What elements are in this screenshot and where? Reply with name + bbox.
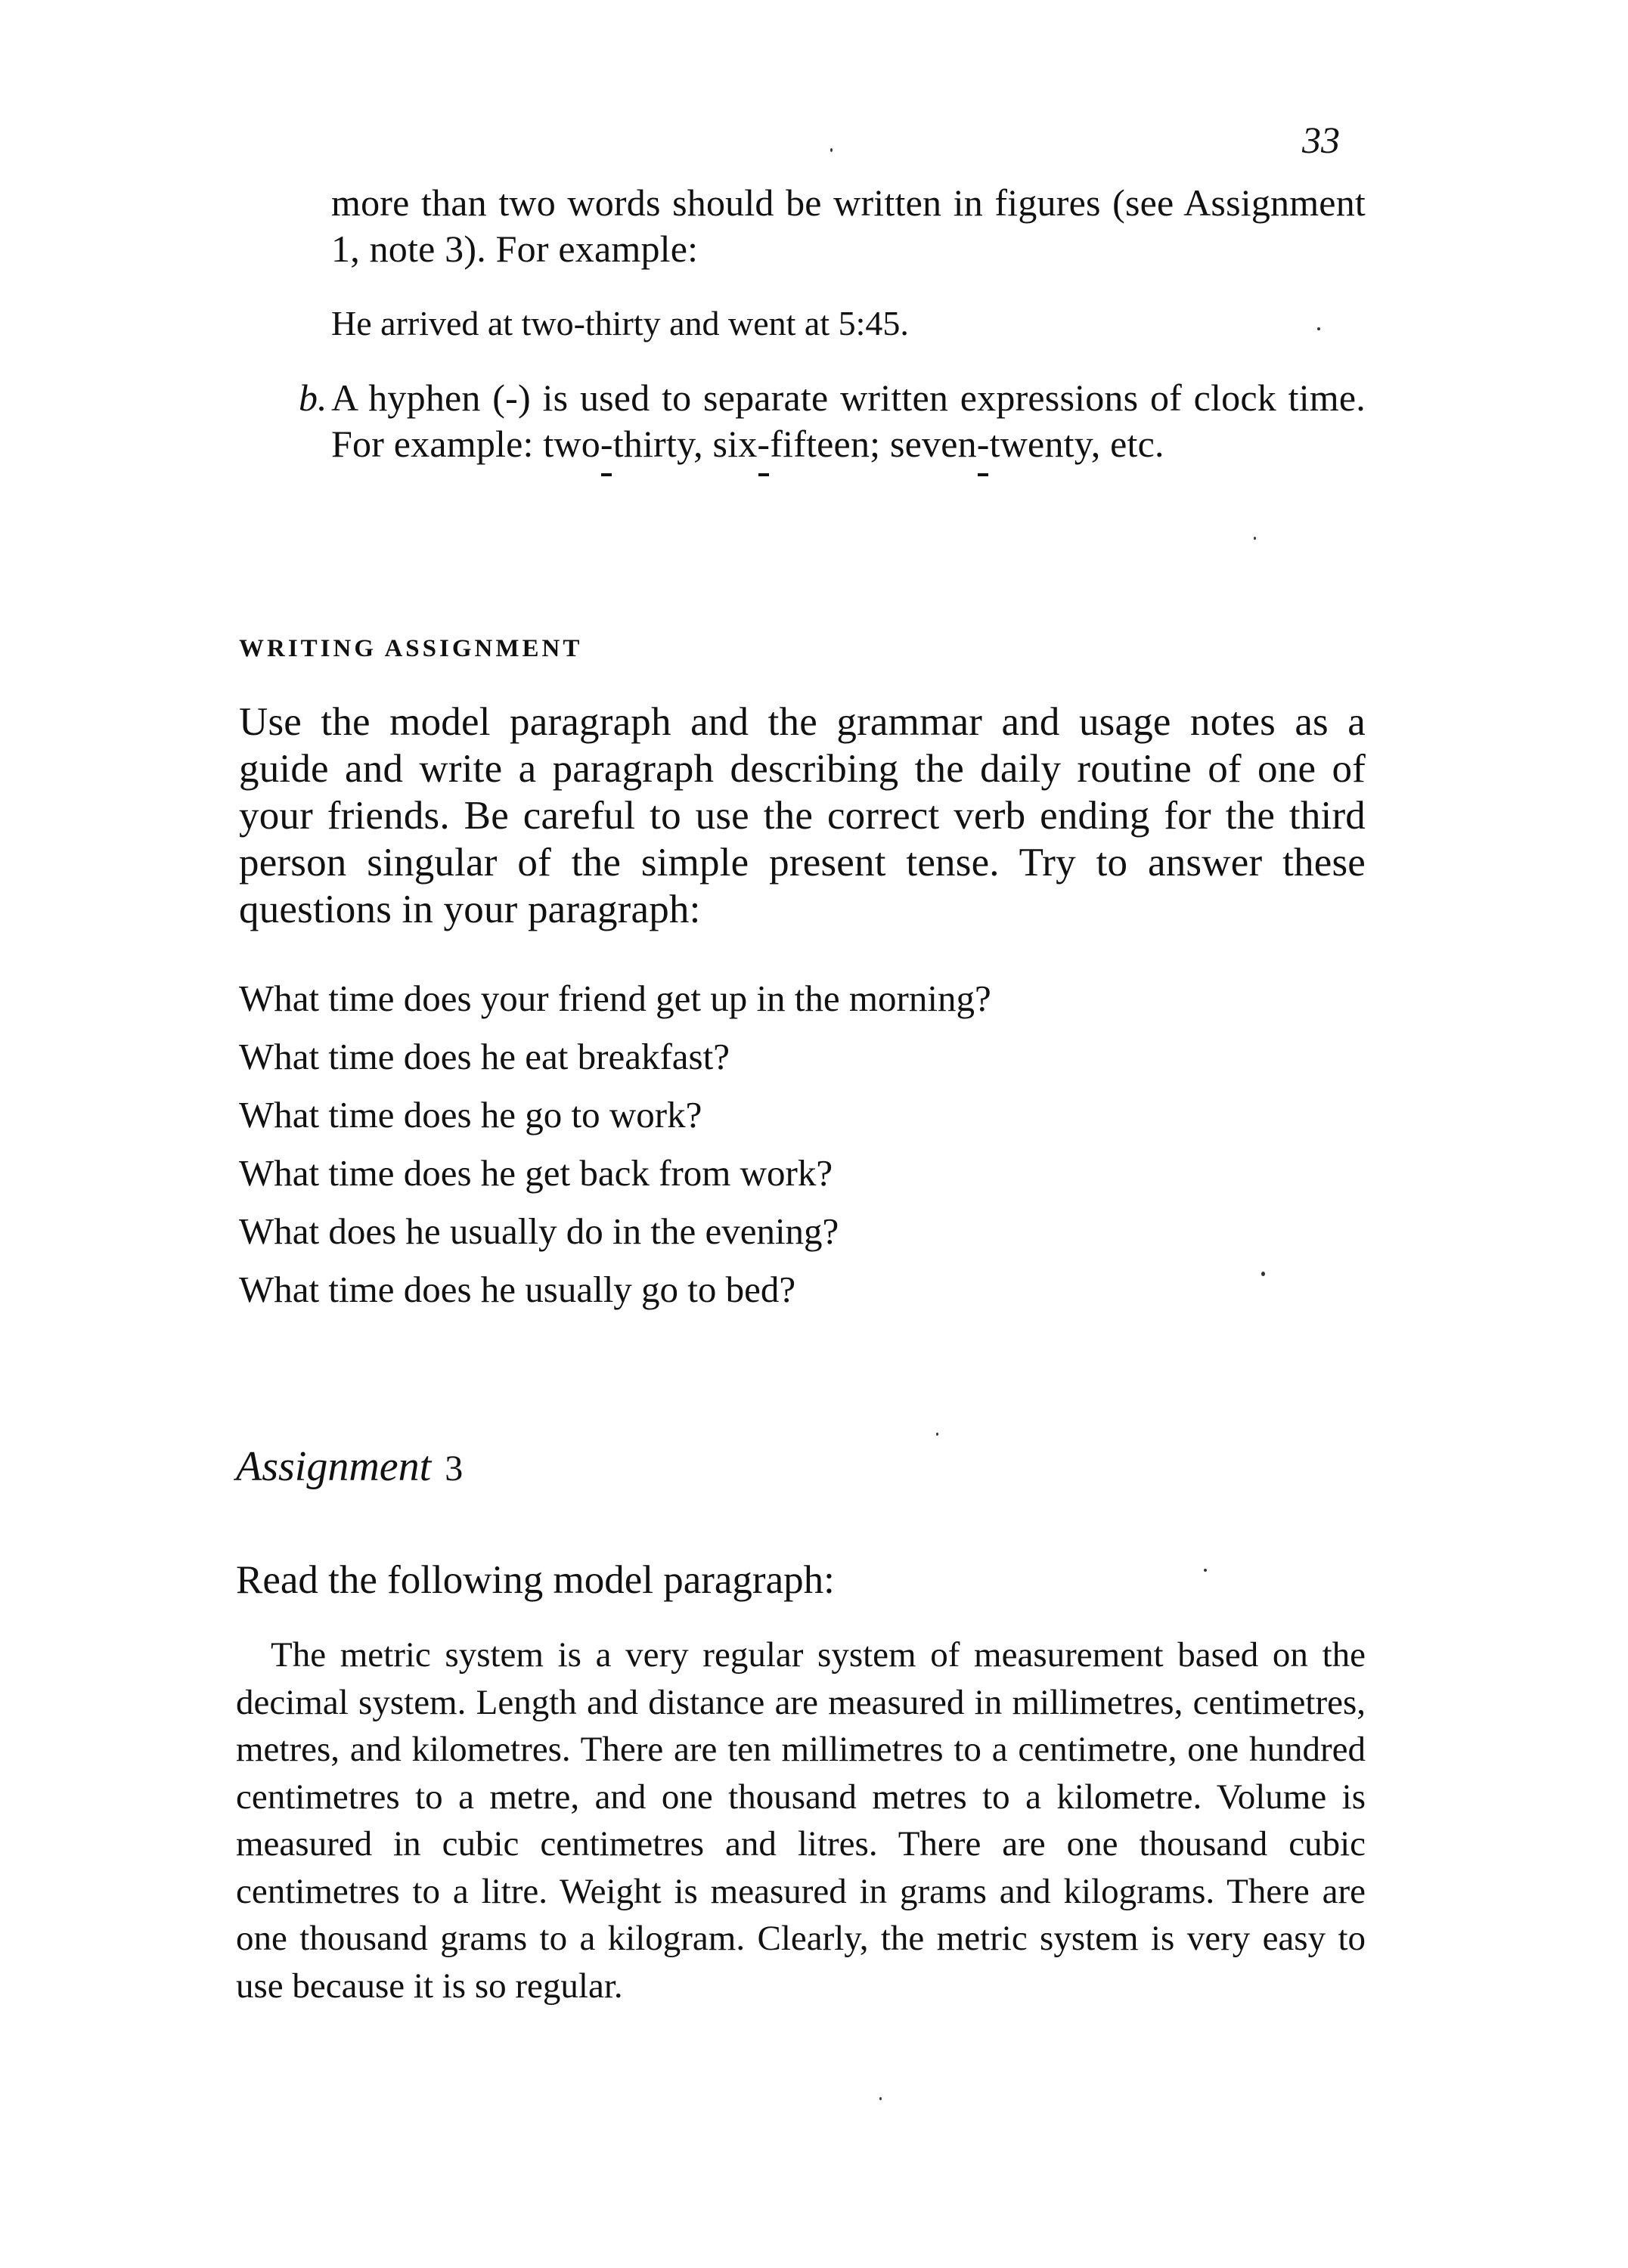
assignment-heading xyxy=(236,1445,463,1488)
note-b-body xyxy=(331,375,1366,467)
scan-speck xyxy=(936,1433,938,1436)
question-item: What time does your friend get up in the morning? xyxy=(239,978,991,1019)
note-marker: b. xyxy=(299,376,327,419)
assignment-number: 3 xyxy=(445,1448,464,1489)
assignment-label: Assignment xyxy=(236,1443,432,1490)
hyphen-example: two-thirty, xyxy=(543,423,712,465)
section-heading-writing-assignment: WRITING ASSIGNMENT xyxy=(239,635,583,662)
scan-speck xyxy=(1317,327,1320,330)
question-item: What time does he usually go to bed? xyxy=(239,1269,796,1310)
scan-speck xyxy=(830,148,833,152)
scan-speck xyxy=(1204,1569,1207,1572)
example-sentence: He arrived at two-thirty and went at 5:45. xyxy=(331,304,909,342)
note-b-text: A hyphen (-) is used to separate written expressions of clock time. For example: xyxy=(331,376,1366,465)
scan-speck xyxy=(879,2097,882,2100)
question-item: What time does he get back from work? xyxy=(239,1152,833,1194)
writing-instructions: Use the model paragraph and the grammar and usage notes as a guide and write a paragraph describing the daily routine of one of your friends. Be careful to use the correct verb ending for the third person singular of the simple present tense. Try to answer these questions in your paragraph: xyxy=(239,700,1366,931)
page-number: 33 xyxy=(1302,119,1340,161)
question-item: What time does he go to work? xyxy=(239,1094,702,1136)
hyphen-example: seven-twenty, xyxy=(890,423,1100,465)
continuation-paragraph: more than two words should be written in figures (see Assignment 1, note 3). For example: xyxy=(331,181,1366,270)
question-item: What does he usually do in the evening? xyxy=(239,1210,839,1252)
question-item: What time does he eat breakfast? xyxy=(239,1036,730,1077)
read-prompt: Read the following model paragraph: xyxy=(236,1558,835,1602)
usage-note-b xyxy=(299,375,1366,467)
note-b-etc: etc. xyxy=(1100,423,1164,465)
question-list xyxy=(239,969,991,1318)
scan-speck xyxy=(1261,1272,1265,1276)
model-paragraph: The metric system is a very regular system of measurement based on the decimal system. Length and distance are measured in millimetres, centimetres, metres, and kilometres. There are ten millimetres to a centimetre, one hundred centimetres to a metre, and one thousand metres to a kilometre. Volume is measured in cubic centimetres and litres. There are one thousand cubic centimetres to a litre. Weight is measured in grams and kilograms. There are one thousand grams to a kilogram. Clearly, the metric system is very easy to use because it is so regular. xyxy=(236,1635,1366,2006)
hyphen-example: six-fifteen; xyxy=(712,423,889,465)
scan-speck xyxy=(1254,537,1256,540)
